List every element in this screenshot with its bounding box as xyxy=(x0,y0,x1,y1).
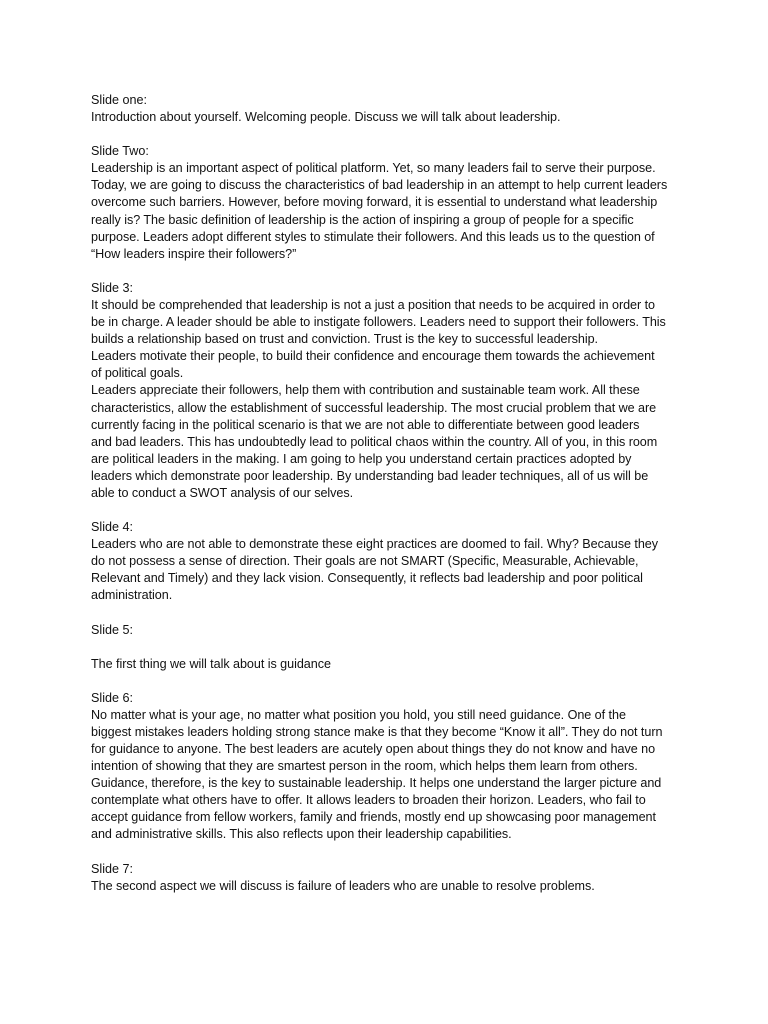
text-line: do not possess a sense of direction. Their goals are not SMART (Specific, Measurable, Achievable, xyxy=(91,554,639,569)
section-heading: Slide 5: xyxy=(91,622,134,637)
text-line: accept guidance from fellow workers, family and friends, mostly end up showcasing poor management xyxy=(91,810,656,825)
text-line: Guidance, therefore, is the key to sustainable leadership. It helps one understand the larger picture and xyxy=(91,776,662,791)
document-section xyxy=(91,656,691,673)
text-line: It should be comprehended that leadership is not a just a position that needs to be acquired in order to xyxy=(91,297,655,312)
document-section xyxy=(91,519,691,604)
section-heading: Slide one: xyxy=(91,93,148,107)
text-line: and administrative skills. This also reflects upon their leadership capabilities. xyxy=(91,827,512,842)
text-line: characteristics, allow the establishment of successful leadership. The most crucial problem that we are xyxy=(91,400,657,415)
text-line: “How leaders inspire their followers?” xyxy=(91,246,297,261)
text-line: The first thing we will talk about is guidance xyxy=(91,656,331,671)
text-line: The second aspect we will discuss is failure of leaders who are unable to resolve problems. xyxy=(91,878,595,893)
document-page xyxy=(91,92,691,912)
text-line: of political goals. xyxy=(91,366,184,381)
document-section xyxy=(91,622,691,639)
section-heading: Slide 3: xyxy=(91,280,134,295)
text-line: Relevant and Timely) and they lack vision. Consequently, it reflects bad leadership and poor political xyxy=(91,571,643,586)
document-section xyxy=(91,143,691,263)
text-line: be in charge. A leader should be able to instigate followers. Leaders need to support their followers. This xyxy=(91,315,666,330)
section-heading: Slide 6: xyxy=(91,690,134,705)
document-section xyxy=(91,690,691,844)
section-heading: Slide 4: xyxy=(91,520,134,535)
text-line: leaders which demonstrate poor leadership. By understanding bad leader techniques, all of us will be xyxy=(91,468,649,483)
text-line: Leaders appreciate their followers, help them with contribution and sustainable team work. All these xyxy=(91,383,640,398)
text-line: Leaders motivate their people, to build their confidence and encourage them towards the achievement xyxy=(91,349,655,364)
text-line: are political leaders in the making. I am going to help you understand certain practices adopted by xyxy=(91,451,632,466)
text-line: builds a relationship based on trust and conviction. Trust is the key to successful leadership. xyxy=(91,332,598,347)
text-line: No matter what is your age, no matter what position you hold, you still need guidance. One of the xyxy=(91,707,626,722)
text-line: Leaders who are not able to demonstrate these eight practices are doomed to fail. Why? Because they xyxy=(91,537,659,552)
text-line: contemplate what others have to offer. It allows leaders to broaden their horizon. Leaders, who fail to xyxy=(91,793,646,808)
document-section xyxy=(91,280,691,502)
text-line: Leadership is an important aspect of political platform. Yet, so many leaders fail to serve their purpose. xyxy=(91,161,656,176)
text-line: able to conduct a SWOT analysis of our selves. xyxy=(91,485,354,500)
text-line: administration. xyxy=(91,588,173,603)
section-heading: Slide 7: xyxy=(91,861,134,876)
document-section xyxy=(91,92,691,126)
text-line: purpose. Leaders adopt different styles to stimulate their followers. And this leads us to the question of xyxy=(91,229,655,244)
document-section xyxy=(91,861,691,895)
text-line: for guidance to anyone. The best leaders are acutely open about things they do not know and have no xyxy=(91,742,656,756)
text-line: Introduction about yourself. Welcoming people. Discuss we will talk about leadership. xyxy=(91,110,561,125)
text-line: overcome such barriers. However, before moving forward, it is essential to understand what leadership xyxy=(91,195,658,210)
text-line: really is? The basic definition of leadership is the action of inspiring a group of people for a specific xyxy=(91,212,634,227)
text-line: currently facing in the political scenario is that we are not able to differentiate between good leaders xyxy=(91,417,640,432)
text-line: Today, we are going to discuss the characteristics of bad leadership in an attempt to help current leaders xyxy=(91,178,668,193)
text-line: biggest mistakes leaders holding strong stance make is that they become “Know it all”. They do not turn xyxy=(91,724,663,739)
text-line: intention of showing that they are smartest person in the room, which helps them learn from others. xyxy=(91,759,638,774)
section-heading: Slide Two: xyxy=(91,144,149,159)
text-line: and bad leaders. This has undoubtedly lead to political chaos within the country. All of you, in this room xyxy=(91,434,658,449)
